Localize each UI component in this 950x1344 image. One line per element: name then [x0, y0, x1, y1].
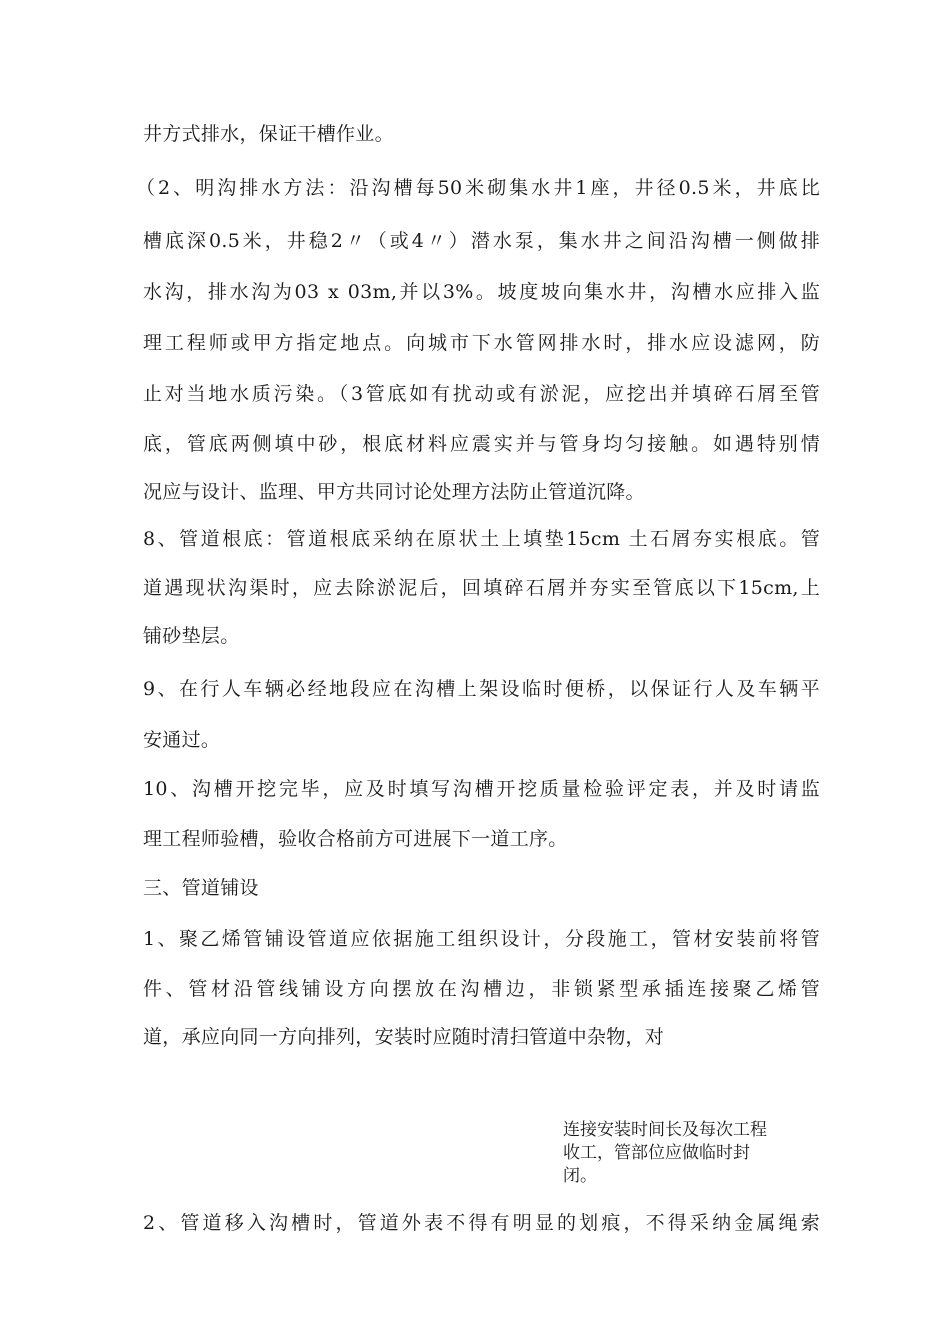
text-line: 井方式排水，保证干槽作业。	[143, 123, 394, 145]
text-line: 底，管底两侧填中砂，根底材料应震实并与管身均匀接触。如遇特别情	[143, 433, 820, 455]
text-line: 8、管道根底：管道根底采纳在原状土上填垫15cm 土石屑夯实根底。管	[143, 528, 820, 550]
text-line: 道遇现状沟渠时，应去除淤泥后，回填碎石屑并夯实至管底以下15cm,上	[143, 577, 820, 599]
text-line: （2、明沟排水方法：沿沟槽每50米砌集水井1座，井径0.5米，井底比	[136, 177, 820, 199]
text-line: 道，承应向同一方向排列，安装时应随时清扫管道中杂物，对	[143, 1026, 665, 1048]
text-line: 况应与设计、监理、甲方共同讨论处理方法防止管道沉降。	[143, 481, 645, 503]
text-line: 1、聚乙烯管铺设管道应依据施工组织设计，分段施工，管材安装前将管	[143, 928, 820, 950]
side-note-line: 闭。	[563, 1166, 597, 1186]
text-line: 理工程师验槽，验收合格前方可进展下一道工序。	[143, 828, 568, 850]
text-line: 10、沟槽开挖完毕，应及时填写沟槽开挖质量检验评定表，并及时请监	[143, 778, 820, 800]
text-line: 槽底深0.5米，井稳2〃（或4〃）潜水泵，集水井之间沿沟槽一侧做排	[143, 230, 820, 252]
side-note-line: 连接安装时间长及每次工程	[563, 1120, 767, 1140]
text-line: 铺砂垫层。	[143, 625, 240, 647]
text-line: 止对当地水质污染。（3管底如有扰动或有淤泥，应挖出并填碎石屑至管	[143, 383, 820, 405]
text-line: 2、管道移入沟槽时，管道外表不得有明显的划痕，不得采纳金属绳索	[143, 1212, 820, 1234]
text-line: 件、管材沿管线铺设方向摆放在沟槽边，非锁紧型承插连接聚乙烯管	[143, 978, 820, 1000]
text-line: 水沟，排水沟为03 x 03m,并以3%。坡度坡向集水井，沟槽水应排入监	[143, 281, 820, 303]
section-heading: 三、管道铺设	[143, 877, 259, 899]
text-line: 9、在行人车辆必经地段应在沟槽上架设临时便桥，以保证行人及车辆平	[143, 678, 820, 700]
text-line: 理工程师或甲方指定地点。向城市下水管网排水时，排水应设滤网，防	[143, 332, 820, 354]
text-line: 安通过。	[143, 729, 221, 751]
side-note-line: 收工，管部位应做临时封	[563, 1143, 750, 1163]
